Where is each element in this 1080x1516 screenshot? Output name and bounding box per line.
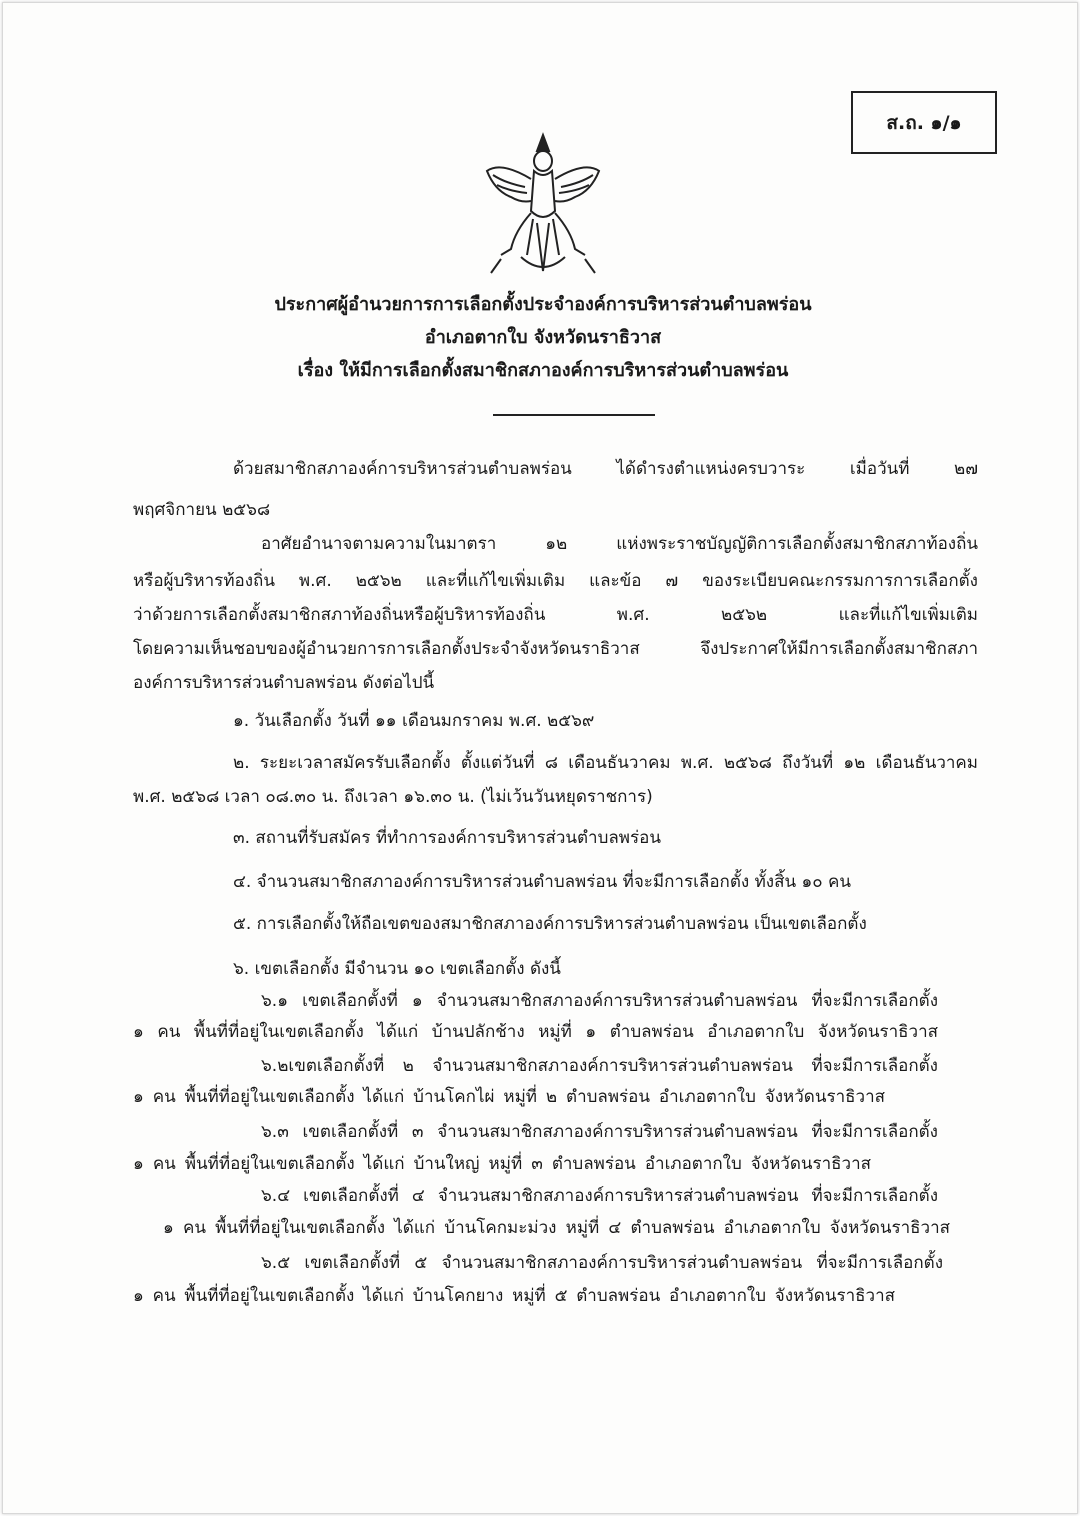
title-line-3: เรื่อง ให้มีการเลือกตั้งสมาชิกสภาองค์การบริหารส่วนตำบลพร่อน: [297, 360, 789, 381]
district-2-line: ๑ คน พื้นที่ที่อยู่ในเขตเลือกตั้ง ได้แก่ บ้านโคกไผ่ หมู่ที่ ๒ ตำบลพร่อน อำเภอตากใบ จังหวัดนราธิวาส: [133, 1087, 885, 1107]
district-3-line: ๖.๓ เขตเลือกตั้งที่ ๓ จำนวนสมาชิกสภาองค์การบริหารส่วนตำบลพร่อน ที่จะมีการเลือกตั้ง: [261, 1122, 938, 1142]
district-5-line: ๖.๕ เขตเลือกตั้งที่ ๕ จำนวนสมาชิกสภาองค์การบริหารส่วนตำบลพร่อน ที่จะมีการเลือกตั้ง: [261, 1253, 943, 1273]
item-1: ๑. วันเลือกตั้ง วันที่ ๑๑ เดือนมกราคม พ.ศ. ๒๕๖๙: [233, 711, 595, 731]
district-1-line: ๖.๑ เขตเลือกตั้งที่ ๑ จำนวนสมาชิกสภาองค์การบริหารส่วนตำบลพร่อน ที่จะมีการเลือกตั้ง: [261, 991, 938, 1011]
title-divider: [493, 414, 655, 416]
title-line-1: ประกาศผู้อำนวยการการเลือกตั้งประจำองค์การบริหารส่วนตำบลพร่อน: [274, 294, 812, 315]
title-line-2: อำเภอตากใบ จังหวัดนราธิวาส: [424, 327, 662, 348]
paragraph-2-line: อาศัยอำนาจตามความในมาตรา ๑๒ แห่งพระราชบัญญัติการเลือกตั้งสมาชิกสภาท้องถิ่น: [261, 534, 978, 554]
item-5: ๕. การเลือกตั้งให้ถือเขตของสมาชิกสภาองค์การบริหารส่วนตำบลพร่อน เป็นเขตเลือกตั้ง: [233, 914, 867, 934]
district-5-line: ๑ คน พื้นที่ที่อยู่ในเขตเลือกตั้ง ได้แก่ บ้านโคกยาง หมู่ที่ ๕ ตำบลพร่อน อำเภอตากใบ จังหวัดนราธิวาส: [133, 1286, 895, 1306]
paragraph-2-line: ว่าด้วยการเลือกตั้งสมาชิกสภาท้องถิ่นหรือผู้บริหารท้องถิ่น พ.ศ. ๒๕๖๒ และที่แก้ไขเพิ่มเติม: [133, 605, 978, 625]
district-2-line: ๖.๒เขตเลือกตั้งที่ ๒ จำนวนสมาชิกสภาองค์การบริหารส่วนตำบลพร่อน ที่จะมีการเลือกตั้ง: [261, 1056, 938, 1076]
item-3: ๓. สถานที่รับสมัคร ที่ทำการองค์การบริหารส่วนตำบลพร่อน: [233, 828, 661, 848]
garuda-emblem-icon: [481, 131, 605, 279]
district-3-line: ๑ คน พื้นที่ที่อยู่ในเขตเลือกตั้ง ได้แก่ บ้านใหญ่ หมู่ที่ ๓ ตำบลพร่อน อำเภอตากใบ จังหวัดนราธิวาส: [133, 1154, 871, 1174]
district-4-line: ๑ คน พื้นที่ที่อยู่ในเขตเลือกตั้ง ได้แก่ บ้านโคกมะม่วง หมู่ที่ ๔ ตำบลพร่อน อำเภอตากใบ จังหวัดนราธิวาส: [163, 1218, 950, 1238]
district-4-line: ๖.๔ เขตเลือกตั้งที่ ๔ จำนวนสมาชิกสภาองค์การบริหารส่วนตำบลพร่อน ที่จะมีการเลือกตั้ง: [261, 1186, 938, 1206]
paragraph-2-line: โดยความเห็นชอบของผู้อำนวยการการเลือกตั้งประจำจังหวัดนราธิวาส จึงประกาศให้มีการเลือกตั้งสมาชิกสภา: [133, 639, 978, 659]
item-6: ๖. เขตเลือกตั้ง มีจำนวน ๑๐ เขตเลือกตั้ง ดังนี้: [233, 959, 561, 979]
paragraph-1-line: พฤศจิกายน ๒๕๖๘: [133, 500, 271, 520]
item-4: ๔. จำนวนสมาชิกสภาองค์การบริหารส่วนตำบลพร่อน ที่จะมีการเลือกตั้ง ทั้งสิ้น ๑๐ คน: [233, 872, 852, 892]
document-number-box: ส.ถ. ๑/๑: [851, 91, 997, 154]
paragraph-2-line: องค์การบริหารส่วนตำบลพร่อน ดังต่อไปนี้: [133, 673, 435, 693]
item-2-line: ๒. ระยะเวลาสมัครรับเลือกตั้ง ตั้งแต่วันที่ ๘ เดือนธันวาคม พ.ศ. ๒๕๖๘ ถึงวันที่ ๑๒ เดือนธันวาคม: [233, 753, 978, 773]
district-1-line: ๑ คน พื้นที่ที่อยู่ในเขตเลือกตั้ง ได้แก่ บ้านปลักช้าง หมู่ที่ ๑ ตำบลพร่อน อำเภอตากใบ จังหวัดนราธิวาส: [133, 1022, 938, 1042]
item-2-line: พ.ศ. ๒๕๖๘ เวลา ๐๘.๓๐ น. ถึงเวลา ๑๖.๓๐ น. (ไม่เว้นวันหยุดราชการ): [133, 787, 653, 807]
document-page: [2, 2, 1078, 1514]
paragraph-1-line: ด้วยสมาชิกสภาองค์การบริหารส่วนตำบลพร่อน ได้ดำรงตำแหน่งครบวาระ เมื่อวันที่ ๒๗: [233, 459, 978, 479]
paragraph-2-line: หรือผู้บริหารท้องถิ่น พ.ศ. ๒๕๖๒ และที่แก้ไขเพิ่มเติม และข้อ ๗ ของระเบียบคณะกรรมการการเลือกตั้ง: [133, 571, 978, 591]
